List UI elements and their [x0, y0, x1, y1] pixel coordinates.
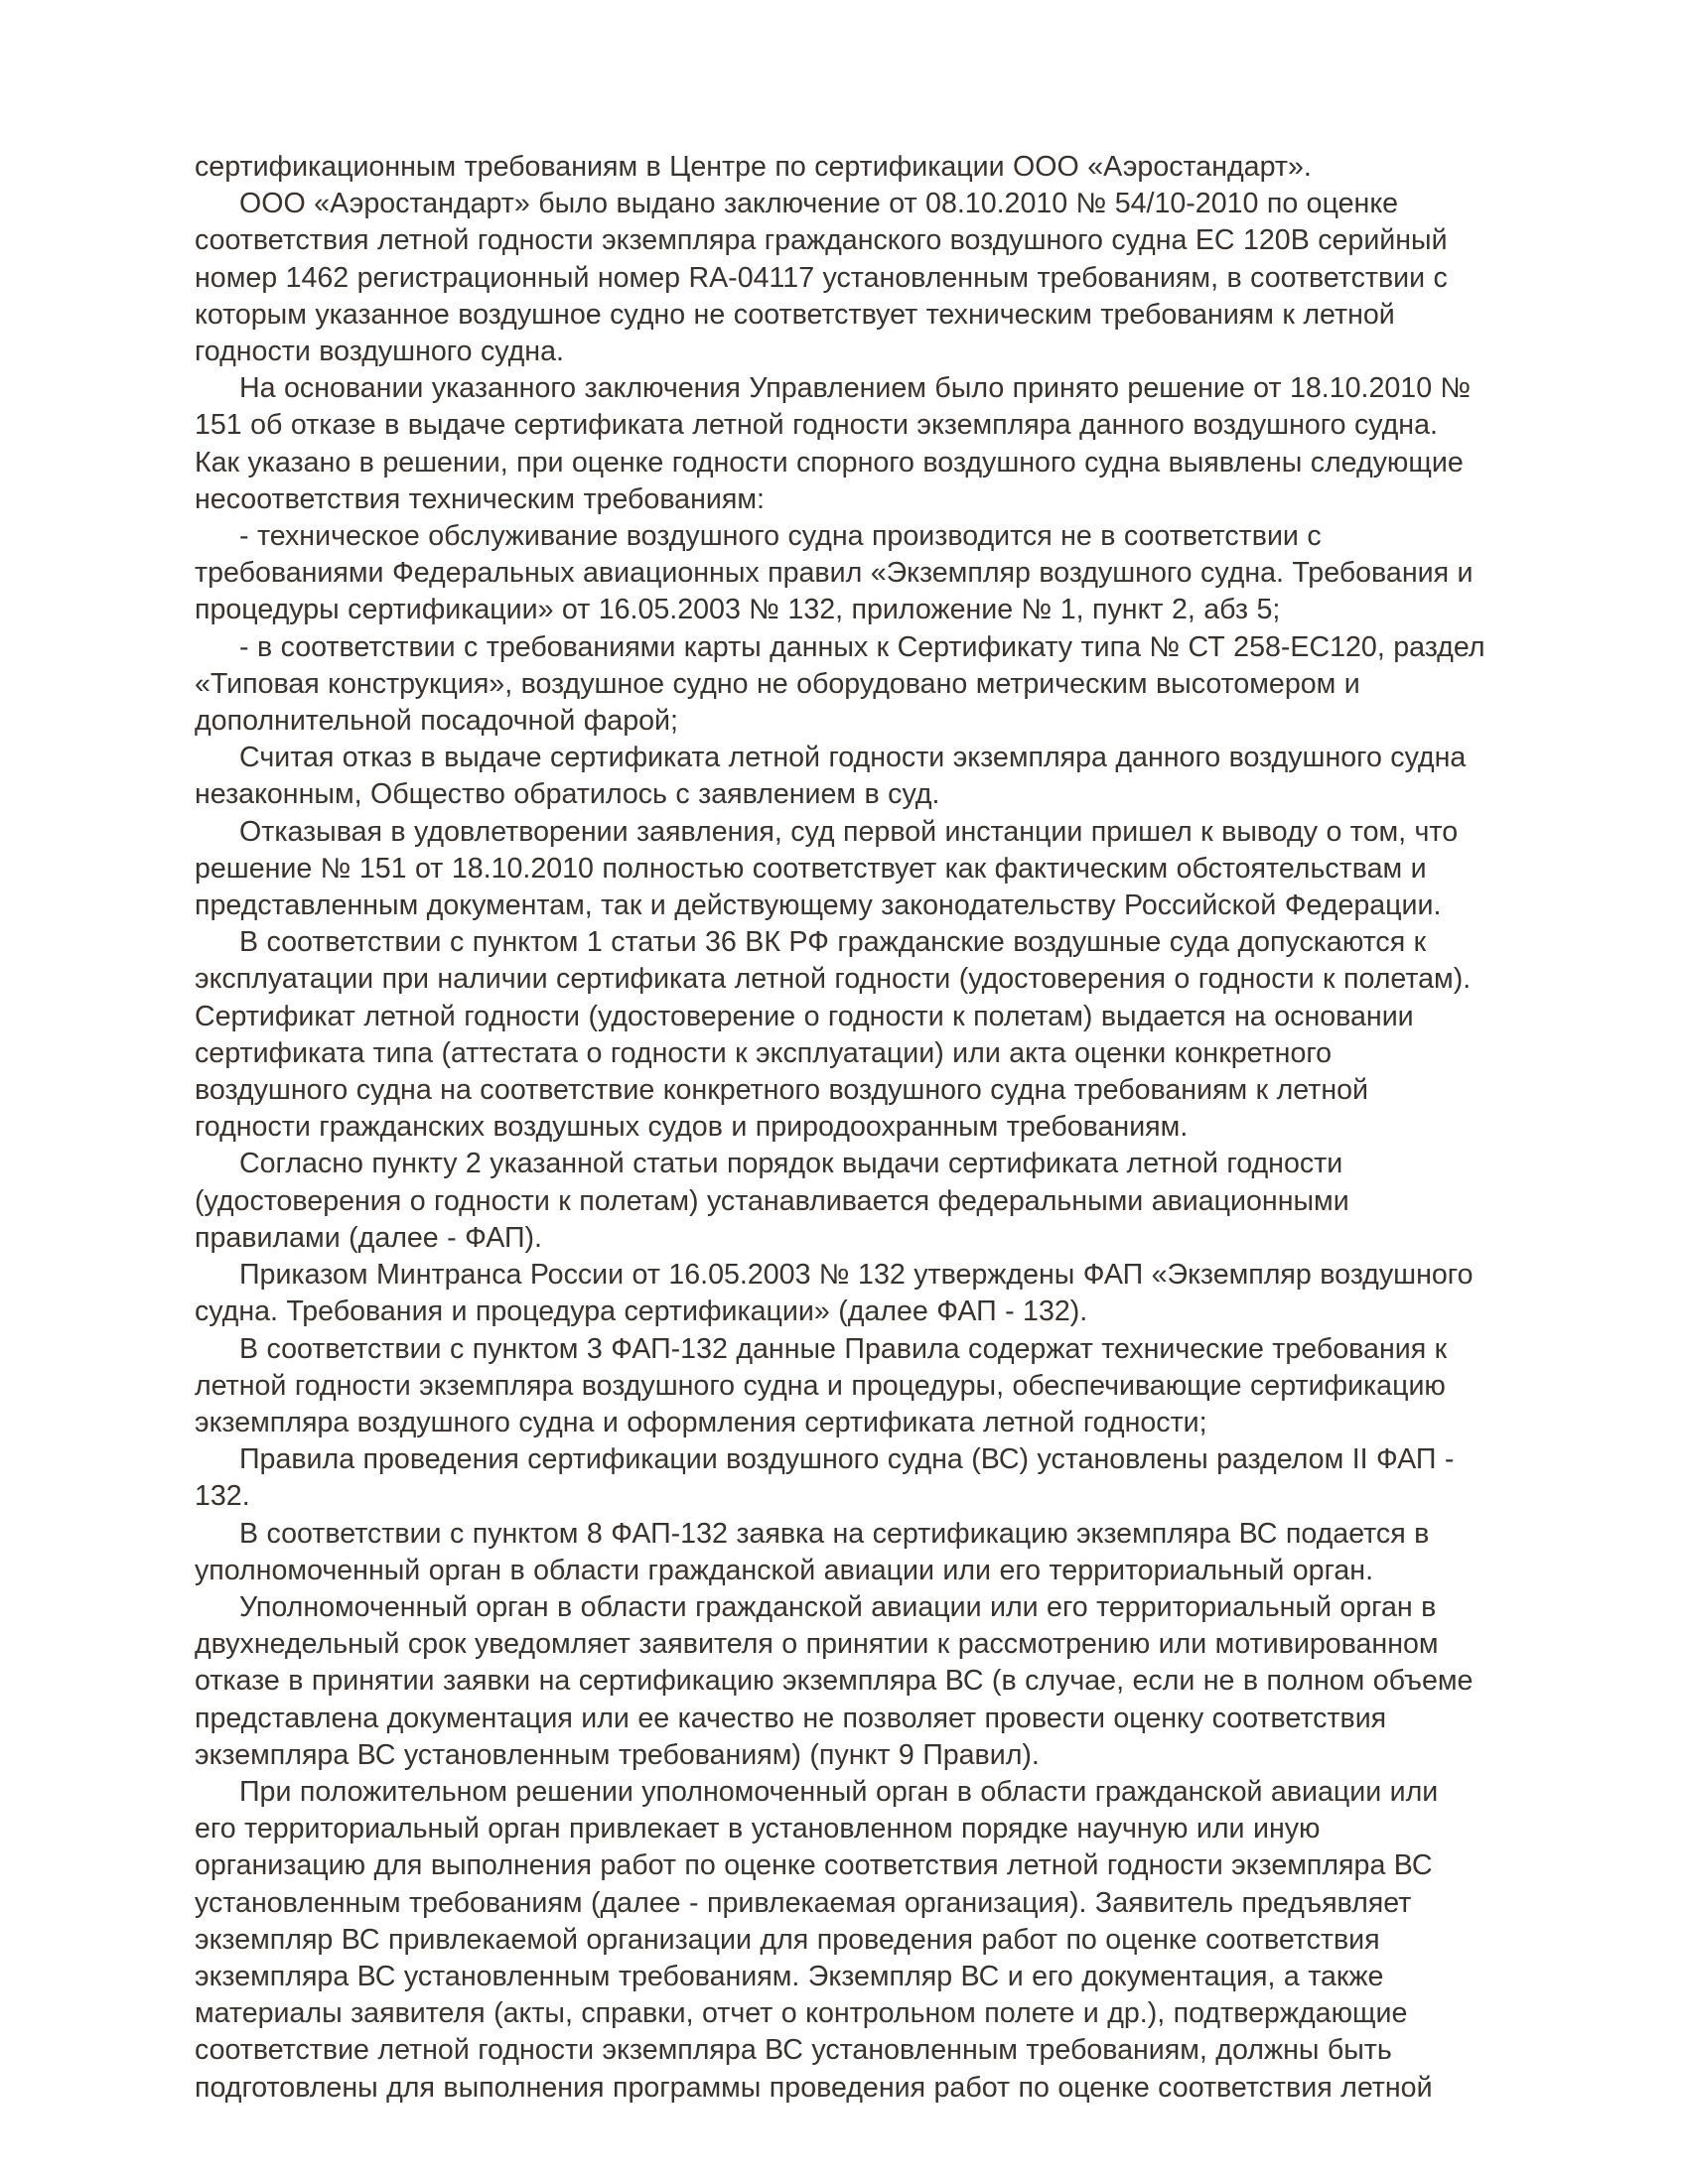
paragraph: Считая отказ в выдаче сертификата летной годности экземпляра данного воздушного судна незаконным, Общество обратилось с заявлением в суд.	[195, 742, 1467, 811]
paragraph: - в соответствии с требованиями карты данных к Сертификату типа № СТ 258-ЕС120, раздел «Типовая конструкция», воздушное судно не оборудовано метрическим высотомером и дополнительной посадочной фарой;	[195, 630, 1485, 738]
paragraph: Уполномоченный орган в области гражданской авиации или его территориальный орган в двухнедельный срок уведомляет заявителя о принятии к рассмотрению или мотивированном отказе в принятии заявки на сертификацию экземпляра ВС (в случае, если не в полном объеме представлена документация или ее качество не позволяет провести оценку соответствия экземпляра ВС установленным требованиям) (пункт 9 Правил).	[195, 1590, 1474, 1771]
paragraph: В соответствии с пунктом 3 ФАП-132 данные Правила содержат технические требования к летной годности экземпляра воздушного судна и процедуры, обеспечивающие сертификацию экземпляра воздушного судна и оформления сертификата летной годности;	[195, 1332, 1448, 1438]
paragraph: В соответствии с пунктом 1 статьи 36 ВК РФ гражданские воздушные суда допускаются к эксплуатации при наличии сертификата летной годности (удостоверения о годности к полетам). Сертификат летной годности (удостоверение о годности к полетам) выдается на основании сертификата типа (аттестата о годности к эксплуатации) или акта оценки конкретного воздушного судна на соответствие конкретного воздушного судна требованиям к летной годности гражданских воздушных судов и природоохранным требованиям.	[195, 926, 1472, 1144]
paragraph: ООО «Аэростандарт» было выдано заключение от 08.10.2010 № 54/10-2010 по оценке соответствия летной годности экземпляра гражданского воздушного судна ЕС 120В серийный номер 1462 регистрационный номер RA-04117 установленным требованиям, в соответствии с которым указанное воздушное судно не соответствует техническим требованиям к летной годности воздушного судна.	[195, 188, 1448, 368]
paragraph: сертификационным требованиям в Центре по сертификации ООО «Аэростандарт».	[195, 151, 1312, 183]
paragraph: Согласно пункту 2 указанной статьи порядок выдачи сертификата летной годности (удостоверения о годности к полетам) устанавливается федеральными авиационными правилами (далее - ФАП).	[195, 1148, 1349, 1254]
paragraph: На основании указанного заключения Управлением было принято решение от 18.10.2010 № 151 об отказе в выдаче сертификата летной годности экземпляра данного воздушного судна. Как указано в решении, при оценке годности спорного воздушного судна выявлены следующие несоответствия техническим требованиям:	[195, 372, 1472, 515]
paragraph: Приказом Минтранса России от 16.05.2003 № 132 утверждены ФАП «Экземпляр воздушного судна. Требования и процедура сертификации» (далее ФАП - 132).	[195, 1259, 1474, 1328]
paragraph: При положительном решении уполномоченный орган в области гражданской авиации или его территориальный орган привлекает в установленном порядке научную или иную организацию для выполнения работ по оценке соответствия летной годности экземпляра ВС установленным требованиям (далее - привлекаемая организация). Заявитель предъявляет экземпляр ВС привлекаемой организации для проведения работ по оценке соответствия экземпляра ВС установленным требованиям. Экземпляр ВС и его документация, а также материалы заявителя (акты, справки, отчет о контрольном полете и др.), подтверждающие соответствие летной годности экземпляра ВС установленным требованиям, должны быть подготовлены для выполнения программы проведения работ по оценке соответствия летной	[195, 1775, 1439, 2104]
paragraph: - техническое обслуживание воздушного судна производится не в соответствии с требованиями Федеральных авиационных правил «Экземпляр воздушного судна. Требования и процедуры сертификации» от 16.05.2003 № 132, приложение № 1, пункт 2, абз 5;	[195, 520, 1474, 626]
text-column	[195, 149, 1485, 2107]
paragraph: В соответствии с пунктом 8 ФАП-132 заявка на сертификацию экземпляра ВС подается в уполномоченный орган в области гражданской авиации или его территориальный орган.	[195, 1517, 1430, 1586]
paragraph: Правила проведения сертификации воздушного судна (ВС) установлены разделом II ФАП - 132.	[195, 1443, 1455, 1513]
paragraph: Отказывая в удовлетворении заявления, суд первой инстанции пришел к выводу о том, что решение № 151 от 18.10.2010 полностью соответствует как фактическим обстоятельствам и представленным документам, так и действующему законодательству Российской Федерации.	[195, 815, 1459, 922]
